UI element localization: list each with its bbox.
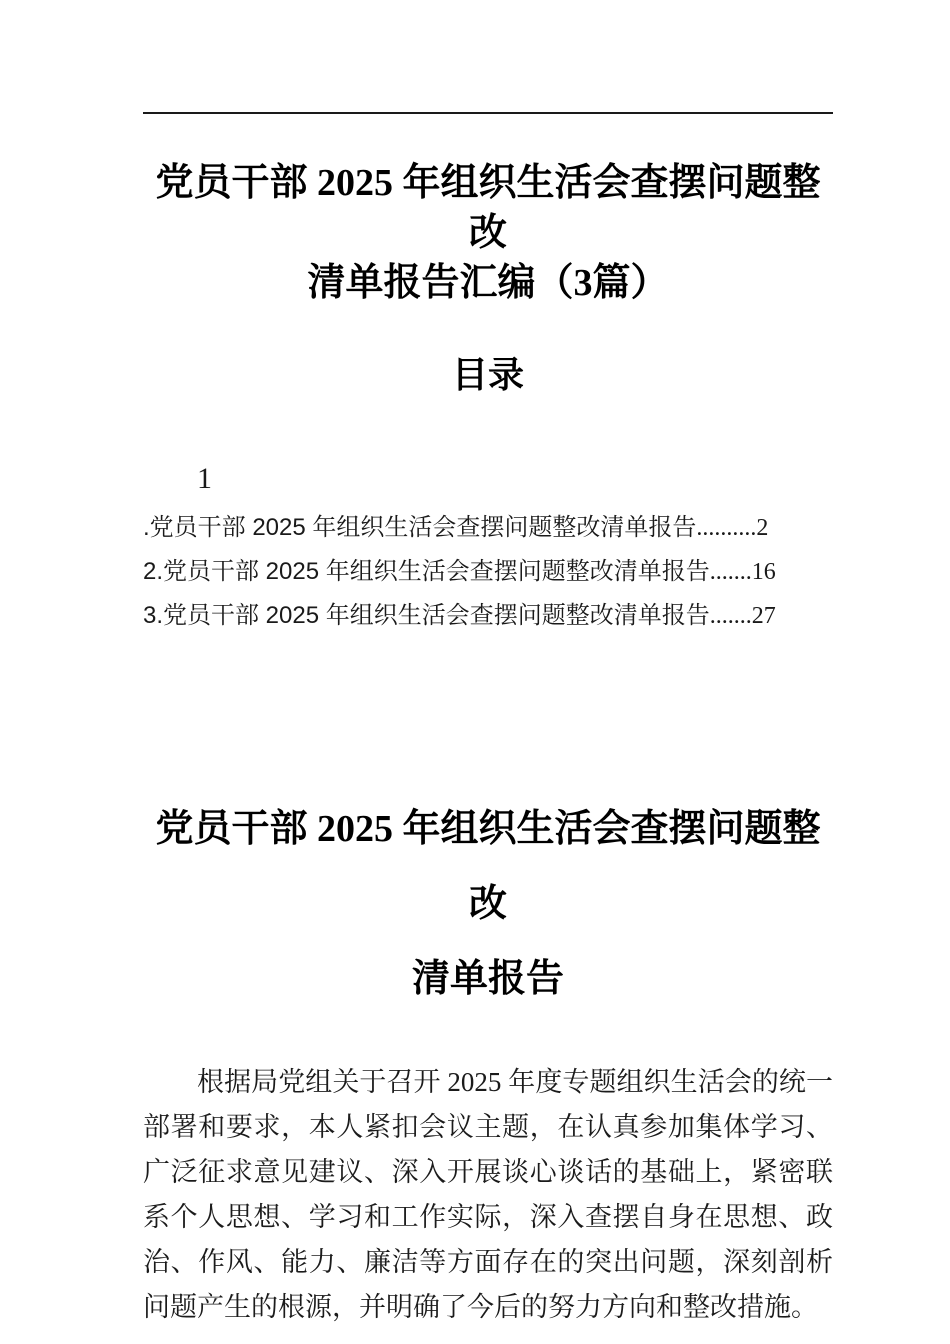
header-divider-rule <box>143 112 833 114</box>
toc-entry-2[interactable] <box>143 550 833 594</box>
toc-entry-label: 3.党员干部 2025 年组织生活会查摆问题整改清单报告 <box>143 602 710 629</box>
section-heading <box>143 792 833 1017</box>
toc-dot-leader: ....... <box>709 559 752 585</box>
toc-entry-label: 2.党员干部 2025 年组织生活会查摆问题整改清单报告 <box>143 558 710 585</box>
toc-orphan-number: 1 <box>197 462 212 495</box>
document-content-area <box>143 0 833 1330</box>
toc-page-number: 27 <box>751 603 776 629</box>
body-paragraph: 根据局党组关于召开 2025 年度专题组织生活会的统一部署和要求，本人紧扣会议主题，在认真参加集体学习、广泛征求意见建议、深入开展谈心谈话的基础上，紧密联系个人思想、学习和工作实际，深入查摆自身在思想、政治、作风、能力、廉洁等方面存在的突出问题，深刻剖析问题产生的根源，并明确了今后的努力方向和整改措施。 <box>143 1067 833 1322</box>
toc-entry-label: .党员干部 2025 年组织生活会查摆问题整改清单报告 <box>143 514 697 541</box>
toc-entry-3[interactable] <box>143 594 833 638</box>
section-heading-line1: 党员干部 2025 年组织生活会查摆问题整改 <box>155 808 821 925</box>
document-title-line2: 清单报告汇编（3篇） <box>307 262 669 304</box>
toc-entry-1[interactable] <box>143 506 833 550</box>
toc-page-number: 16 <box>751 559 776 585</box>
toc-dot-leader: .......... <box>696 515 757 541</box>
toc-dot-leader: ....... <box>709 603 752 629</box>
document-title-line1: 党员干部 2025 年组织生活会查摆问题整改 <box>155 162 821 254</box>
toc-heading: 目录 <box>451 355 524 395</box>
table-of-contents <box>143 506 833 638</box>
toc-page-number: 2 <box>756 515 769 541</box>
document-title <box>143 158 833 308</box>
section-heading-line2: 清单报告 <box>411 958 564 1000</box>
